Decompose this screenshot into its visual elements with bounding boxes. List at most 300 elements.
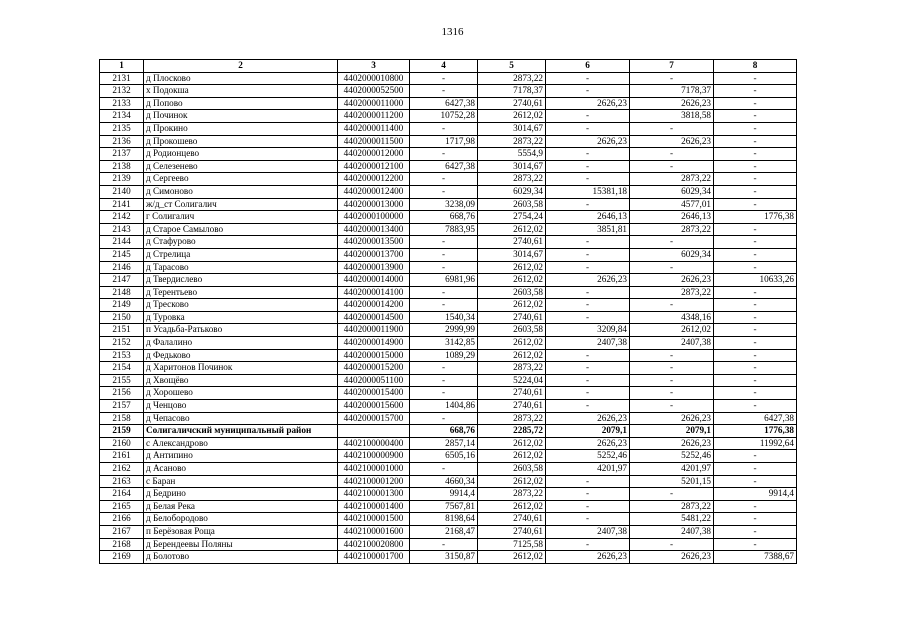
value-cell-4: 3150,87 xyxy=(410,551,478,564)
row-number-cell: 2133 xyxy=(100,97,144,110)
value-cell-5: 2740,61 xyxy=(478,236,546,249)
value-cell-4: 668,76 xyxy=(410,425,478,438)
settlement-name-cell: д Берендеевы Поляны xyxy=(144,538,338,551)
value-cell-7: 2873,22 xyxy=(630,173,714,186)
value-cell-8: - xyxy=(714,286,797,299)
value-cell-8: - xyxy=(714,387,797,400)
value-cell-7: 6029,34 xyxy=(630,248,714,261)
oktmo-code-cell: 4402000013500 xyxy=(338,236,410,249)
value-cell-4: 7567,81 xyxy=(410,500,478,513)
data-table xyxy=(99,59,797,564)
value-cell-4: - xyxy=(410,362,478,375)
oktmo-code-cell: 4402000011200 xyxy=(338,110,410,123)
table-row xyxy=(100,412,797,425)
settlement-name-cell: д Сергеево xyxy=(144,173,338,186)
oktmo-code-cell: 4402000015200 xyxy=(338,362,410,375)
row-number-cell: 2155 xyxy=(100,374,144,387)
settlement-name-cell: д Прокино xyxy=(144,122,338,135)
value-cell-6: - xyxy=(546,173,630,186)
value-cell-8: - xyxy=(714,513,797,526)
value-cell-5: 3014,67 xyxy=(478,160,546,173)
value-cell-4: - xyxy=(410,387,478,400)
value-cell-5: 2873,22 xyxy=(478,173,546,186)
row-number-cell: 2148 xyxy=(100,286,144,299)
value-cell-8: - xyxy=(714,337,797,350)
oktmo-code-cell: 4402000100000 xyxy=(338,211,410,224)
table-row xyxy=(100,85,797,98)
value-cell-6: - xyxy=(546,400,630,413)
table-row xyxy=(100,223,797,236)
value-cell-4: - xyxy=(410,538,478,551)
table-row xyxy=(100,500,797,513)
row-number-cell: 2136 xyxy=(100,135,144,148)
oktmo-code-cell: 4402000011400 xyxy=(338,122,410,135)
value-cell-8: 11992,64 xyxy=(714,437,797,450)
value-cell-8: - xyxy=(714,198,797,211)
oktmo-code-cell: 4402100001000 xyxy=(338,463,410,476)
value-cell-5: 2603,58 xyxy=(478,324,546,337)
value-cell-5: 2612,02 xyxy=(478,337,546,350)
value-cell-6: 15381,18 xyxy=(546,185,630,198)
settlement-name-cell: д Починок xyxy=(144,110,338,123)
table-row xyxy=(100,211,797,224)
oktmo-code-cell: 4402000013900 xyxy=(338,261,410,274)
column-header: 4 xyxy=(410,60,478,73)
value-cell-8: - xyxy=(714,525,797,538)
value-cell-5: 2612,02 xyxy=(478,223,546,236)
row-number-cell: 2131 xyxy=(100,72,144,85)
value-cell-5: 2612,02 xyxy=(478,475,546,488)
value-cell-8: 1776,38 xyxy=(714,211,797,224)
value-cell-7: - xyxy=(630,299,714,312)
value-cell-6: - xyxy=(546,122,630,135)
column-header: 2 xyxy=(144,60,338,73)
value-cell-7: 4577,01 xyxy=(630,198,714,211)
value-cell-6: 2626,23 xyxy=(546,274,630,287)
value-cell-5: 2873,22 xyxy=(478,72,546,85)
value-cell-8: - xyxy=(714,97,797,110)
table-row xyxy=(100,261,797,274)
value-cell-7: 2626,23 xyxy=(630,551,714,564)
value-cell-7: 6029,34 xyxy=(630,185,714,198)
row-number-cell: 2167 xyxy=(100,525,144,538)
value-cell-5: 2873,22 xyxy=(478,135,546,148)
table-row xyxy=(100,185,797,198)
oktmo-code-cell: 4402000015400 xyxy=(338,387,410,400)
column-header: 1 xyxy=(100,60,144,73)
column-header: 8 xyxy=(714,60,797,73)
value-cell-7: 5252,46 xyxy=(630,450,714,463)
table-row xyxy=(100,286,797,299)
settlement-name-cell: д Болотово xyxy=(144,551,338,564)
value-cell-6: 2079,1 xyxy=(546,425,630,438)
value-cell-7: - xyxy=(630,400,714,413)
value-cell-7: 2079,1 xyxy=(630,425,714,438)
value-cell-4: - xyxy=(410,286,478,299)
oktmo-code-cell: 4402000013700 xyxy=(338,248,410,261)
value-cell-7: 4201,97 xyxy=(630,463,714,476)
oktmo-code-cell: 4402000015700 xyxy=(338,412,410,425)
value-cell-4: 2999,99 xyxy=(410,324,478,337)
settlement-name-cell: д Тарасово xyxy=(144,261,338,274)
value-cell-6: 2626,23 xyxy=(546,437,630,450)
value-cell-8: - xyxy=(714,450,797,463)
table-body xyxy=(100,72,797,563)
value-cell-7: 2873,22 xyxy=(630,223,714,236)
value-cell-6: 4201,97 xyxy=(546,463,630,476)
value-cell-8: - xyxy=(714,500,797,513)
value-cell-4: 6427,38 xyxy=(410,97,478,110)
value-cell-8: - xyxy=(714,148,797,161)
table-row xyxy=(100,311,797,324)
value-cell-6: - xyxy=(546,72,630,85)
value-cell-4: 7883,95 xyxy=(410,223,478,236)
oktmo-code-cell: 4402100001700 xyxy=(338,551,410,564)
table-row xyxy=(100,525,797,538)
table-row xyxy=(100,463,797,476)
oktmo-code-cell: 4402000011000 xyxy=(338,97,410,110)
table-row xyxy=(100,198,797,211)
settlement-name-cell: п Усадьба-Ратьково xyxy=(144,324,338,337)
row-number-cell: 2139 xyxy=(100,173,144,186)
settlement-name-cell: д Прокошево xyxy=(144,135,338,148)
value-cell-4: 668,76 xyxy=(410,211,478,224)
value-cell-6: - xyxy=(546,349,630,362)
value-cell-6: - xyxy=(546,286,630,299)
value-cell-5: 2873,22 xyxy=(478,488,546,501)
settlement-name-cell: д Фалалино xyxy=(144,337,338,350)
settlement-name-cell: д Бедрино xyxy=(144,488,338,501)
oktmo-code-cell: 4402100001400 xyxy=(338,500,410,513)
value-cell-6: 2626,23 xyxy=(546,412,630,425)
value-cell-4: 10752,28 xyxy=(410,110,478,123)
oktmo-code-cell: 4402000014900 xyxy=(338,337,410,350)
value-cell-6: 2626,23 xyxy=(546,551,630,564)
value-cell-6: - xyxy=(546,85,630,98)
value-cell-7: 2626,23 xyxy=(630,97,714,110)
value-cell-4: 6427,38 xyxy=(410,160,478,173)
row-number-cell: 2154 xyxy=(100,362,144,375)
column-header: 7 xyxy=(630,60,714,73)
value-cell-4: 1089,29 xyxy=(410,349,478,362)
row-number-cell: 2147 xyxy=(100,274,144,287)
value-cell-7: - xyxy=(630,387,714,400)
value-cell-8: 10633,26 xyxy=(714,274,797,287)
value-cell-4: - xyxy=(410,299,478,312)
value-cell-6: - xyxy=(546,198,630,211)
value-cell-8: - xyxy=(714,362,797,375)
value-cell-6: - xyxy=(546,374,630,387)
value-cell-4: 3142,85 xyxy=(410,337,478,350)
value-cell-8: - xyxy=(714,349,797,362)
row-number-cell: 2168 xyxy=(100,538,144,551)
value-cell-4: 1717,98 xyxy=(410,135,478,148)
row-number-cell: 2146 xyxy=(100,261,144,274)
value-cell-4: 3238,09 xyxy=(410,198,478,211)
table-row xyxy=(100,248,797,261)
row-number-cell: 2151 xyxy=(100,324,144,337)
row-number-cell: 2164 xyxy=(100,488,144,501)
table-row xyxy=(100,160,797,173)
oktmo-code-cell xyxy=(338,425,410,438)
value-cell-8: - xyxy=(714,299,797,312)
table-row xyxy=(100,513,797,526)
settlement-name-cell: д Харитонов Починок xyxy=(144,362,338,375)
value-cell-5: 2873,22 xyxy=(478,362,546,375)
settlement-name-cell: д Белая Река xyxy=(144,500,338,513)
value-cell-4: - xyxy=(410,72,478,85)
value-cell-4: - xyxy=(410,412,478,425)
settlement-name-cell: с Александрово xyxy=(144,437,338,450)
value-cell-8: - xyxy=(714,160,797,173)
settlement-name-cell: п Берёзовая Роща xyxy=(144,525,338,538)
value-cell-5: 2612,02 xyxy=(478,450,546,463)
row-number-cell: 2152 xyxy=(100,337,144,350)
settlement-name-cell: г Солигалич xyxy=(144,211,338,224)
settlement-name-cell: д Тресково xyxy=(144,299,338,312)
value-cell-7: - xyxy=(630,488,714,501)
value-cell-8: 9914,4 xyxy=(714,488,797,501)
value-cell-5: 2740,61 xyxy=(478,387,546,400)
value-cell-5: 5554,9 xyxy=(478,148,546,161)
page-number: 1316 xyxy=(441,26,464,38)
oktmo-code-cell: 4402000014100 xyxy=(338,286,410,299)
value-cell-4: 2857,14 xyxy=(410,437,478,450)
value-cell-5: 2612,02 xyxy=(478,349,546,362)
settlement-name-cell: с Баран xyxy=(144,475,338,488)
row-number-cell: 2165 xyxy=(100,500,144,513)
table-row xyxy=(100,362,797,375)
table-row xyxy=(100,236,797,249)
value-cell-7: 2873,22 xyxy=(630,286,714,299)
settlement-name-cell: д Попово xyxy=(144,97,338,110)
value-cell-5: 2754,24 xyxy=(478,211,546,224)
oktmo-code-cell: 4402100001500 xyxy=(338,513,410,526)
value-cell-4: - xyxy=(410,248,478,261)
settlement-name-cell: д Антипино xyxy=(144,450,338,463)
value-cell-4: - xyxy=(410,148,478,161)
oktmo-code-cell: 4402000014500 xyxy=(338,311,410,324)
value-cell-8: - xyxy=(714,223,797,236)
value-cell-5: 2612,02 xyxy=(478,299,546,312)
settlement-name-cell: д Туровка xyxy=(144,311,338,324)
value-cell-5: 2612,02 xyxy=(478,500,546,513)
value-cell-5: 2285,72 xyxy=(478,425,546,438)
header-row xyxy=(100,60,797,73)
row-number-cell: 2140 xyxy=(100,185,144,198)
value-cell-4: - xyxy=(410,374,478,387)
row-number-cell: 2141 xyxy=(100,198,144,211)
value-cell-7: 2626,23 xyxy=(630,437,714,450)
value-cell-6: - xyxy=(546,261,630,274)
value-cell-8: 6427,38 xyxy=(714,412,797,425)
value-cell-4: - xyxy=(410,185,478,198)
value-cell-8: - xyxy=(714,72,797,85)
value-cell-6: 5252,46 xyxy=(546,450,630,463)
value-cell-5: 2740,61 xyxy=(478,97,546,110)
settlement-name-cell: д Плосково xyxy=(144,72,338,85)
oktmo-code-cell: 4402000015600 xyxy=(338,400,410,413)
settlement-name-cell: Солигаличский муниципальный район xyxy=(144,425,338,438)
value-cell-5: 2612,02 xyxy=(478,437,546,450)
value-cell-6: - xyxy=(546,500,630,513)
settlement-name-cell: д Симоново xyxy=(144,185,338,198)
value-cell-8: 1776,38 xyxy=(714,425,797,438)
value-cell-7: 2873,22 xyxy=(630,500,714,513)
row-number-cell: 2158 xyxy=(100,412,144,425)
value-cell-5: 2873,22 xyxy=(478,412,546,425)
oktmo-code-cell: 4402000052500 xyxy=(338,85,410,98)
table-row xyxy=(100,400,797,413)
table-row xyxy=(100,488,797,501)
value-cell-6: - xyxy=(546,538,630,551)
value-cell-7: - xyxy=(630,349,714,362)
row-number-cell: 2137 xyxy=(100,148,144,161)
oktmo-code-cell: 4402000012400 xyxy=(338,185,410,198)
oktmo-code-cell: 4402100000400 xyxy=(338,437,410,450)
value-cell-5: 2612,02 xyxy=(478,261,546,274)
oktmo-code-cell: 4402000012100 xyxy=(338,160,410,173)
value-cell-6: 2646,13 xyxy=(546,211,630,224)
value-cell-7: - xyxy=(630,160,714,173)
table-row xyxy=(100,387,797,400)
row-number-cell: 2135 xyxy=(100,122,144,135)
value-cell-6: 3851,81 xyxy=(546,223,630,236)
value-cell-5: 2612,02 xyxy=(478,274,546,287)
table-row xyxy=(100,97,797,110)
value-cell-6: 2626,23 xyxy=(546,135,630,148)
value-cell-6: - xyxy=(546,299,630,312)
table-row xyxy=(100,551,797,564)
value-cell-7: - xyxy=(630,236,714,249)
row-number-cell: 2142 xyxy=(100,211,144,224)
row-number-cell: 2145 xyxy=(100,248,144,261)
value-cell-8: - xyxy=(714,236,797,249)
table-row xyxy=(100,425,797,438)
value-cell-4: 6981,96 xyxy=(410,274,478,287)
value-cell-4: - xyxy=(410,463,478,476)
value-cell-8: - xyxy=(714,110,797,123)
value-cell-4: - xyxy=(410,85,478,98)
settlement-name-cell: х Подокша xyxy=(144,85,338,98)
row-number-cell: 2138 xyxy=(100,160,144,173)
row-number-cell: 2166 xyxy=(100,513,144,526)
table-row xyxy=(100,437,797,450)
oktmo-code-cell: 4402100001200 xyxy=(338,475,410,488)
table-row xyxy=(100,122,797,135)
settlement-name-cell: д Ченцово xyxy=(144,400,338,413)
value-cell-6: - xyxy=(546,148,630,161)
value-cell-7: 4348,16 xyxy=(630,311,714,324)
oktmo-code-cell: 4402100020800 xyxy=(338,538,410,551)
value-cell-5: 2740,61 xyxy=(478,400,546,413)
row-number-cell: 2161 xyxy=(100,450,144,463)
value-cell-5: 2740,61 xyxy=(478,513,546,526)
value-cell-4: 4660,34 xyxy=(410,475,478,488)
value-cell-5: 7125,58 xyxy=(478,538,546,551)
value-cell-8: - xyxy=(714,122,797,135)
oktmo-code-cell: 4402000012000 xyxy=(338,148,410,161)
table-row xyxy=(100,337,797,350)
value-cell-7: 7178,37 xyxy=(630,85,714,98)
value-cell-5: 2612,02 xyxy=(478,551,546,564)
table-row xyxy=(100,72,797,85)
value-cell-7: - xyxy=(630,122,714,135)
row-number-cell: 2153 xyxy=(100,349,144,362)
table-row xyxy=(100,349,797,362)
row-number-cell: 2159 xyxy=(100,425,144,438)
value-cell-8: - xyxy=(714,400,797,413)
settlement-name-cell: д Асаново xyxy=(144,463,338,476)
value-cell-4: - xyxy=(410,173,478,186)
value-cell-4: 9914,4 xyxy=(410,488,478,501)
table-row xyxy=(100,324,797,337)
value-cell-5: 6029,34 xyxy=(478,185,546,198)
value-cell-5: 2603,58 xyxy=(478,198,546,211)
table-row xyxy=(100,475,797,488)
row-number-cell: 2132 xyxy=(100,85,144,98)
row-number-cell: 2169 xyxy=(100,551,144,564)
value-cell-5: 3014,67 xyxy=(478,248,546,261)
oktmo-code-cell: 4402000013400 xyxy=(338,223,410,236)
oktmo-code-cell: 4402000015000 xyxy=(338,349,410,362)
settlement-name-cell: д Чепасово xyxy=(144,412,338,425)
value-cell-4: 1404,86 xyxy=(410,400,478,413)
table-row xyxy=(100,173,797,186)
row-number-cell: 2150 xyxy=(100,311,144,324)
oktmo-code-cell: 4402100001300 xyxy=(338,488,410,501)
value-cell-8: - xyxy=(714,261,797,274)
value-cell-7: 2407,38 xyxy=(630,337,714,350)
value-cell-5: 2603,58 xyxy=(478,463,546,476)
table-row xyxy=(100,374,797,387)
value-cell-8: - xyxy=(714,475,797,488)
value-cell-8: 7388,67 xyxy=(714,551,797,564)
value-cell-6: 2407,38 xyxy=(546,525,630,538)
value-cell-7: - xyxy=(630,374,714,387)
settlement-name-cell: д Хвощёво xyxy=(144,374,338,387)
value-cell-8: - xyxy=(714,374,797,387)
table-row xyxy=(100,148,797,161)
table-row xyxy=(100,299,797,312)
value-cell-6: - xyxy=(546,236,630,249)
settlement-name-cell: д Родионцево xyxy=(144,148,338,161)
value-cell-8: - xyxy=(714,85,797,98)
column-header: 3 xyxy=(338,60,410,73)
oktmo-code-cell: 4402000011900 xyxy=(338,324,410,337)
value-cell-7: - xyxy=(630,72,714,85)
oktmo-code-cell: 4402100000900 xyxy=(338,450,410,463)
settlement-name-cell: д Старое Самылово xyxy=(144,223,338,236)
settlement-name-cell: ж/д_ст Солигалич xyxy=(144,198,338,211)
table-row xyxy=(100,274,797,287)
table-row xyxy=(100,135,797,148)
value-cell-6: - xyxy=(546,248,630,261)
value-cell-6: - xyxy=(546,311,630,324)
settlement-name-cell: д Терентьево xyxy=(144,286,338,299)
oktmo-code-cell: 4402000012200 xyxy=(338,173,410,186)
settlement-name-cell: д Селезенево xyxy=(144,160,338,173)
row-number-cell: 2134 xyxy=(100,110,144,123)
value-cell-6: 2407,38 xyxy=(546,337,630,350)
value-cell-6: 3209,84 xyxy=(546,324,630,337)
oktmo-code-cell: 4402000051100 xyxy=(338,374,410,387)
row-number-cell: 2157 xyxy=(100,400,144,413)
settlement-name-cell: д Стрелица xyxy=(144,248,338,261)
value-cell-7: - xyxy=(630,538,714,551)
value-cell-6: - xyxy=(546,387,630,400)
row-number-cell: 2156 xyxy=(100,387,144,400)
